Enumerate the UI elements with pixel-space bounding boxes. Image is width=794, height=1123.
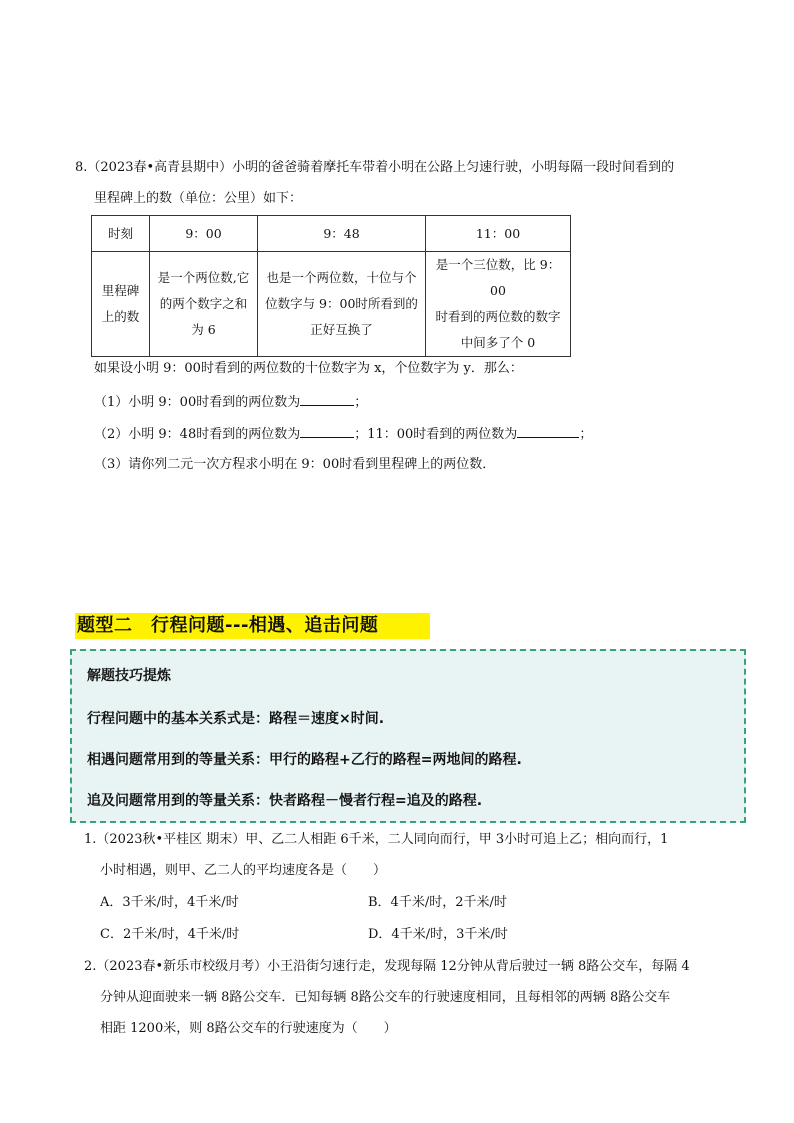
table-cell	[150, 252, 258, 357]
q1-option-c[interactable]: C．2千米/时，4千米/时	[100, 927, 240, 942]
q1-line1: 1.（2023秋•平桂区 期末）甲、乙二人相距 6千米，二人同向而行，甲 3小时可追上乙；相向而行，1	[84, 832, 669, 847]
table-cell	[258, 252, 426, 357]
table-header-cell: 时刻	[92, 216, 150, 252]
table-header-row	[92, 216, 571, 252]
q1-option-a[interactable]: A．3千米/时，4千米/时	[100, 895, 239, 910]
q1-option-b[interactable]: B．4千米/时，2千米/时	[368, 895, 507, 910]
q8-sub1	[94, 392, 367, 413]
q8-intro-line2: 里程碑上的数（单位：公里）如下：	[94, 191, 303, 206]
cell-line: 是一个三位数，比 9：00	[435, 257, 561, 298]
q8-setup: 如果设小明 9：00时看到的两位数的十位数字为 x，个位数字为 y．那么：	[94, 361, 523, 376]
q8-sub1-end: ；	[354, 395, 368, 410]
answer-blank[interactable]	[517, 424, 579, 438]
q8-sub1-text: （1）小明 9：00时看到的两位数为	[94, 395, 301, 410]
cell-line: 的两个数字之和	[159, 296, 248, 311]
table-header-cell: 9：48	[258, 216, 426, 252]
section-title: 题型二 行程问题---相遇、追击问题	[77, 615, 379, 636]
q8-sub2-end: ；	[579, 427, 593, 442]
q8-sub2-mid: ；11：00时看到的两位数为	[354, 427, 518, 442]
tip-line: 相遇问题常用到的等量关系：甲行的路程+乙行的路程=两地间的路程.	[87, 752, 522, 768]
tip-line: 行程问题中的基本关系式是：路程＝速度×时间.	[87, 711, 385, 727]
q8-sub2	[94, 424, 592, 445]
q1-option-d[interactable]: D．4千米/时，3千米/时	[368, 927, 508, 942]
cell-line: 正好互换了	[310, 322, 373, 337]
cell-line: 也是一个两位数，十位与个	[266, 270, 417, 285]
answer-blank[interactable]	[300, 424, 354, 438]
cell-line: 中间多了个 0	[460, 335, 536, 350]
q8-intro-line1: 8.（2023春•高青县期中）小明的爸爸骑着摩托车带着小明在公路上匀速行驶，小明每隔一段时间看到的	[75, 160, 675, 175]
cell-line: 时看到的两位数的数字	[435, 309, 561, 324]
section-heading	[75, 613, 430, 639]
table-header-cell: 9：00	[150, 216, 258, 252]
table-row-label	[92, 252, 150, 357]
cell-line: 是一个两位数,它	[157, 270, 250, 285]
table-cell	[426, 252, 571, 357]
cell-line: 为 6	[191, 322, 216, 337]
table-row	[92, 252, 571, 357]
row-label-line: 里程碑	[101, 283, 140, 298]
cell-line: 位数字与 9：00时所看到的	[265, 296, 418, 311]
q2-line2: 分钟从迎面驶来一辆 8路公交车．已知每辆 8路公交车的行驶速度相同，且每相邻的两辆 8路公交车	[100, 990, 671, 1005]
tips-title: 解题技巧提炼	[87, 668, 171, 684]
tips-box	[70, 649, 746, 823]
row-label-line: 上的数	[101, 309, 140, 324]
q8-sub3: （3）请你列二元一次方程求小明在 9：00时看到里程碑上的两位数．	[94, 457, 496, 472]
tip-line: 追及问题常用到的等量关系：快者路程－慢者行程=追及的路程.	[87, 793, 483, 809]
q2-line3: 相距 1200米，则 8路公交车的行驶速度为（ ）	[100, 1021, 397, 1036]
milestone-table	[91, 215, 571, 357]
q8-sub2-text: （2）小明 9：48时看到的两位数为	[94, 427, 301, 442]
table-header-cell: 11：00	[426, 216, 571, 252]
q2-line1: 2.（2023春•新乐市校级月考）小王沿街匀速行走，发现每隔 12分钟从背后驶过一辆 8路公交车，每隔 4	[84, 959, 690, 974]
answer-blank[interactable]	[300, 392, 354, 406]
q1-line2: 小时相遇，则甲、乙二人的平均速度各是（ ）	[100, 863, 387, 878]
